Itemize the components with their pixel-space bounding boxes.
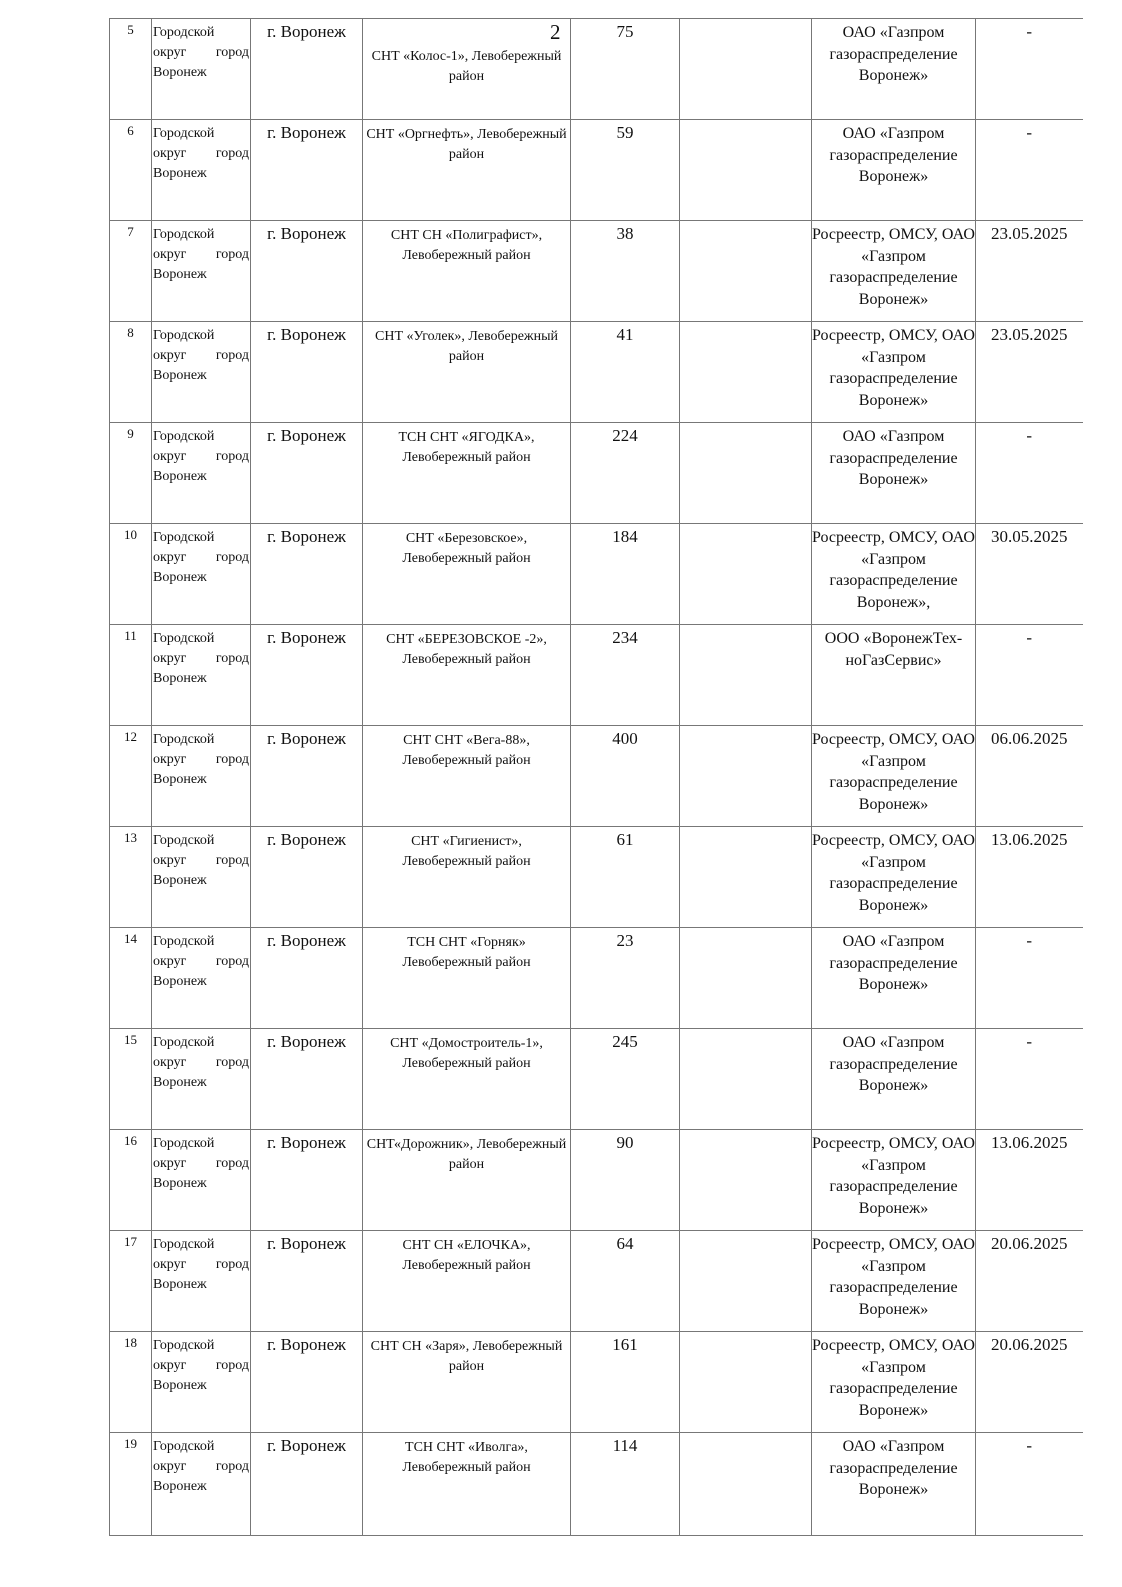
district-word: город (215, 651, 249, 666)
locality-cell: г. Воронеж (251, 1029, 363, 1130)
district-word: город (215, 348, 249, 363)
district-word: Воронеж (153, 873, 207, 888)
empty-cell (680, 1332, 812, 1433)
district-word: город (215, 853, 249, 868)
district-cell (152, 1231, 251, 1332)
district-word: округ (153, 1459, 187, 1474)
locality-cell: г. Воронеж (251, 221, 363, 322)
count-cell: 41 (571, 322, 680, 423)
object-cell: СНТ «Домостроитель-1», Левобережный район (363, 1029, 571, 1130)
locality-cell: г. Воронеж (251, 120, 363, 221)
locality-cell: г. Воронеж (251, 726, 363, 827)
object-cell: СНТ «Уголек», Левобережный район (363, 322, 571, 423)
district-cell (152, 120, 251, 221)
district-cell (152, 928, 251, 1029)
organization-cell: ООО «ВоронежТех-ноГазСервис» (812, 625, 976, 726)
district-word: округ (153, 449, 187, 464)
district-line (153, 1356, 250, 1376)
locality-cell: г. Воронеж (251, 423, 363, 524)
district-word: Городской (153, 227, 215, 242)
table-row (110, 120, 1083, 221)
district-word: город (215, 449, 249, 464)
organization-cell: Росреестр, ОМСУ, ОАО «Газпром газораспределение Воронеж» (812, 1332, 976, 1433)
district-cell (152, 625, 251, 726)
district-line (153, 750, 250, 770)
district-word: округ (153, 752, 187, 767)
district-word: Воронеж (153, 974, 207, 989)
district-word: город (215, 45, 249, 60)
object-cell: СНТ «Березовское», Левобережный район (363, 524, 571, 625)
date-cell: 13.06.2025 (976, 1130, 1083, 1231)
district-word: округ (153, 348, 187, 363)
district-word: Воронеж (153, 368, 207, 383)
district-cell (152, 1029, 251, 1130)
table-row (110, 1332, 1083, 1433)
district-word: округ (153, 550, 187, 565)
row-number-cell: 7 (110, 221, 152, 322)
organization-cell: ОАО «Газпром газораспределение Воронеж» (812, 19, 976, 120)
organization-cell: Росреестр, ОМСУ, ОАО «Газпром газораспределение Воронеж» (812, 1231, 976, 1332)
district-word: Городской (153, 934, 215, 949)
district-cell (152, 423, 251, 524)
table-row (110, 1433, 1083, 1536)
count-cell: 161 (571, 1332, 680, 1433)
row-number-cell: 15 (110, 1029, 152, 1130)
row-number-cell: 14 (110, 928, 152, 1029)
object-cell: СНТ «Колос-1», Левобережный район (363, 19, 571, 120)
date-cell: - (976, 928, 1083, 1029)
locality-cell: г. Воронеж (251, 827, 363, 928)
table-row (110, 1029, 1083, 1130)
district-word: Воронеж (153, 65, 207, 80)
district-word: город (215, 1257, 249, 1272)
empty-cell (680, 524, 812, 625)
district-word: город (215, 247, 249, 262)
district-cell (152, 524, 251, 625)
object-cell: СНТ «БЕРЕЗОВСКОЕ -2», Левобережный район (363, 625, 571, 726)
table-row (110, 1231, 1083, 1332)
empty-cell (680, 827, 812, 928)
locality-cell: г. Воронеж (251, 524, 363, 625)
count-cell: 75 (571, 19, 680, 120)
district-word: город (215, 752, 249, 767)
district-word: город (215, 1156, 249, 1171)
district-word: Воронеж (153, 671, 207, 686)
district-line (153, 1255, 250, 1275)
count-cell: 64 (571, 1231, 680, 1332)
count-cell: 59 (571, 120, 680, 221)
locality-cell: г. Воронеж (251, 1231, 363, 1332)
empty-cell (680, 19, 812, 120)
empty-cell (680, 1130, 812, 1231)
date-cell: - (976, 423, 1083, 524)
district-word: город (215, 954, 249, 969)
table-row (110, 625, 1083, 726)
empty-cell (680, 322, 812, 423)
count-cell: 90 (571, 1130, 680, 1231)
district-word: Воронеж (153, 772, 207, 787)
district-cell (152, 19, 251, 120)
district-line (153, 447, 250, 467)
district-word: Воронеж (153, 469, 207, 484)
district-word: Городской (153, 25, 215, 40)
object-cell: ТСН СНТ «Горняк» Левобережный район (363, 928, 571, 1029)
empty-cell (680, 120, 812, 221)
district-word: Воронеж (153, 1378, 207, 1393)
table-row (110, 221, 1083, 322)
district-word: Городской (153, 328, 215, 343)
district-word: город (215, 146, 249, 161)
district-word: Воронеж (153, 570, 207, 585)
organization-cell: Росреестр, ОМСУ, ОАО «Газпром газораспределение Воронеж» (812, 827, 976, 928)
district-word: округ (153, 247, 187, 262)
district-cell (152, 1332, 251, 1433)
table-row (110, 928, 1083, 1029)
count-cell: 224 (571, 423, 680, 524)
table-row (110, 322, 1083, 423)
row-number-cell: 17 (110, 1231, 152, 1332)
district-word: Воронеж (153, 1075, 207, 1090)
table-row (110, 726, 1083, 827)
organization-cell: Росреестр, ОМСУ, ОАО «Газпром газораспределение Воронеж» (812, 221, 976, 322)
empty-cell (680, 726, 812, 827)
organization-cell: ОАО «Газпром газораспределение Воронеж» (812, 928, 976, 1029)
object-cell: СНТ«Дорожник», Левобережный район (363, 1130, 571, 1231)
organization-cell: Росреестр, ОМСУ, ОАО «Газпром газораспределение Воронеж» (812, 726, 976, 827)
district-cell (152, 1130, 251, 1231)
organization-cell: Росреестр, ОМСУ, ОАО «Газпром газораспределение Воронеж» (812, 1130, 976, 1231)
district-word: округ (153, 954, 187, 969)
date-cell: 23.05.2025 (976, 221, 1083, 322)
district-word: Городской (153, 1338, 215, 1353)
organization-cell: Росреестр, ОМСУ, ОАО «Газпром газораспределение Воронеж» (812, 322, 976, 423)
count-cell: 234 (571, 625, 680, 726)
table-row (110, 1130, 1083, 1231)
district-cell (152, 221, 251, 322)
district-line (153, 245, 250, 265)
row-number-cell: 12 (110, 726, 152, 827)
date-cell: - (976, 120, 1083, 221)
object-cell: СНТ «Гигиенист», Левобережный район (363, 827, 571, 928)
count-cell: 400 (571, 726, 680, 827)
district-line (153, 144, 250, 164)
date-cell: - (976, 19, 1083, 120)
date-cell: 23.05.2025 (976, 322, 1083, 423)
date-cell: - (976, 1029, 1083, 1130)
date-cell: - (976, 1433, 1083, 1536)
organization-cell: ОАО «Газпром газораспределение Воронеж» (812, 423, 976, 524)
row-number-cell: 18 (110, 1332, 152, 1433)
district-line (153, 1457, 250, 1477)
district-word: Городской (153, 1035, 215, 1050)
district-word: округ (153, 45, 187, 60)
row-number-cell: 19 (110, 1433, 152, 1536)
row-number-cell: 11 (110, 625, 152, 726)
district-word: округ (153, 1358, 187, 1373)
count-cell: 61 (571, 827, 680, 928)
object-cell: СНТ СН «Полиграфист», Левобережный район (363, 221, 571, 322)
district-word: округ (153, 853, 187, 868)
locality-cell: г. Воронеж (251, 1332, 363, 1433)
empty-cell (680, 423, 812, 524)
district-line (153, 346, 250, 366)
date-cell: 13.06.2025 (976, 827, 1083, 928)
object-cell: СНТ СН «ЕЛОЧКА», Левобережный район (363, 1231, 571, 1332)
schedule-table (109, 18, 1083, 1536)
row-number-cell: 9 (110, 423, 152, 524)
date-cell: 06.06.2025 (976, 726, 1083, 827)
empty-cell (680, 928, 812, 1029)
table-row (110, 19, 1083, 120)
row-number-cell: 10 (110, 524, 152, 625)
locality-cell: г. Воронеж (251, 1433, 363, 1536)
organization-cell: ОАО «Газпром газораспределение Воронеж» (812, 1029, 976, 1130)
row-number-cell: 16 (110, 1130, 152, 1231)
date-cell: 20.06.2025 (976, 1332, 1083, 1433)
district-word: Городской (153, 1439, 215, 1454)
district-cell (152, 322, 251, 423)
district-line (153, 1154, 250, 1174)
district-line (153, 952, 250, 972)
organization-cell: ОАО «Газпром газораспределение Воронеж» (812, 120, 976, 221)
row-number-cell: 5 (110, 19, 152, 120)
district-word: Воронеж (153, 1479, 207, 1494)
district-word: Городской (153, 732, 215, 747)
district-cell (152, 1433, 251, 1536)
date-cell: - (976, 625, 1083, 726)
empty-cell (680, 221, 812, 322)
row-number-cell: 6 (110, 120, 152, 221)
table-row (110, 423, 1083, 524)
object-cell: СНТ «Оргнефть», Левобережный район (363, 120, 571, 221)
district-word: Воронеж (153, 1277, 207, 1292)
district-line (153, 649, 250, 669)
row-number-cell: 13 (110, 827, 152, 928)
district-line (153, 548, 250, 568)
district-word: Городской (153, 833, 215, 848)
locality-cell: г. Воронеж (251, 19, 363, 120)
district-word: Городской (153, 126, 215, 141)
object-cell: ТСН СНТ «ЯГОДКА», Левобережный район (363, 423, 571, 524)
organization-cell: Росреестр, ОМСУ, ОАО «Газпром газораспределение Воронеж», (812, 524, 976, 625)
count-cell: 184 (571, 524, 680, 625)
district-word: округ (153, 1257, 187, 1272)
district-word: округ (153, 146, 187, 161)
district-word: город (215, 550, 249, 565)
district-word: Городской (153, 1237, 215, 1252)
locality-cell: г. Воронеж (251, 322, 363, 423)
district-cell (152, 726, 251, 827)
district-word: город (215, 1358, 249, 1373)
count-cell: 245 (571, 1029, 680, 1130)
district-word: Городской (153, 429, 215, 444)
district-word: округ (153, 1055, 187, 1070)
count-cell: 38 (571, 221, 680, 322)
district-line (153, 1053, 250, 1073)
district-word: Городской (153, 631, 215, 646)
page-number: 2 (550, 20, 561, 44)
object-cell: СНТ СН «Заря», Левобережный район (363, 1332, 571, 1433)
count-cell: 23 (571, 928, 680, 1029)
empty-cell (680, 625, 812, 726)
table-row (110, 827, 1083, 928)
count-cell: 114 (571, 1433, 680, 1536)
district-word: Городской (153, 530, 215, 545)
object-cell: СНТ СНТ «Вега-88», Левобережный район (363, 726, 571, 827)
organization-cell: ОАО «Газпром газораспределение Воронеж» (812, 1433, 976, 1536)
locality-cell: г. Воронеж (251, 928, 363, 1029)
district-word: город (215, 1055, 249, 1070)
district-word: округ (153, 1156, 187, 1171)
locality-cell: г. Воронеж (251, 1130, 363, 1231)
empty-cell (680, 1433, 812, 1536)
empty-cell (680, 1029, 812, 1130)
district-word: Воронеж (153, 267, 207, 282)
schedule-table-body (110, 19, 1083, 1536)
date-cell: 30.05.2025 (976, 524, 1083, 625)
district-cell (152, 827, 251, 928)
district-line (153, 43, 250, 63)
table-row (110, 524, 1083, 625)
district-word: округ (153, 651, 187, 666)
empty-cell (680, 1231, 812, 1332)
district-word: город (215, 1459, 249, 1474)
district-word: Воронеж (153, 1176, 207, 1191)
date-cell: 20.06.2025 (976, 1231, 1083, 1332)
district-word: Воронеж (153, 166, 207, 181)
locality-cell: г. Воронеж (251, 625, 363, 726)
object-cell: ТСН СНТ «Иволга», Левобережный район (363, 1433, 571, 1536)
district-line (153, 851, 250, 871)
district-word: Городской (153, 1136, 215, 1151)
row-number-cell: 8 (110, 322, 152, 423)
